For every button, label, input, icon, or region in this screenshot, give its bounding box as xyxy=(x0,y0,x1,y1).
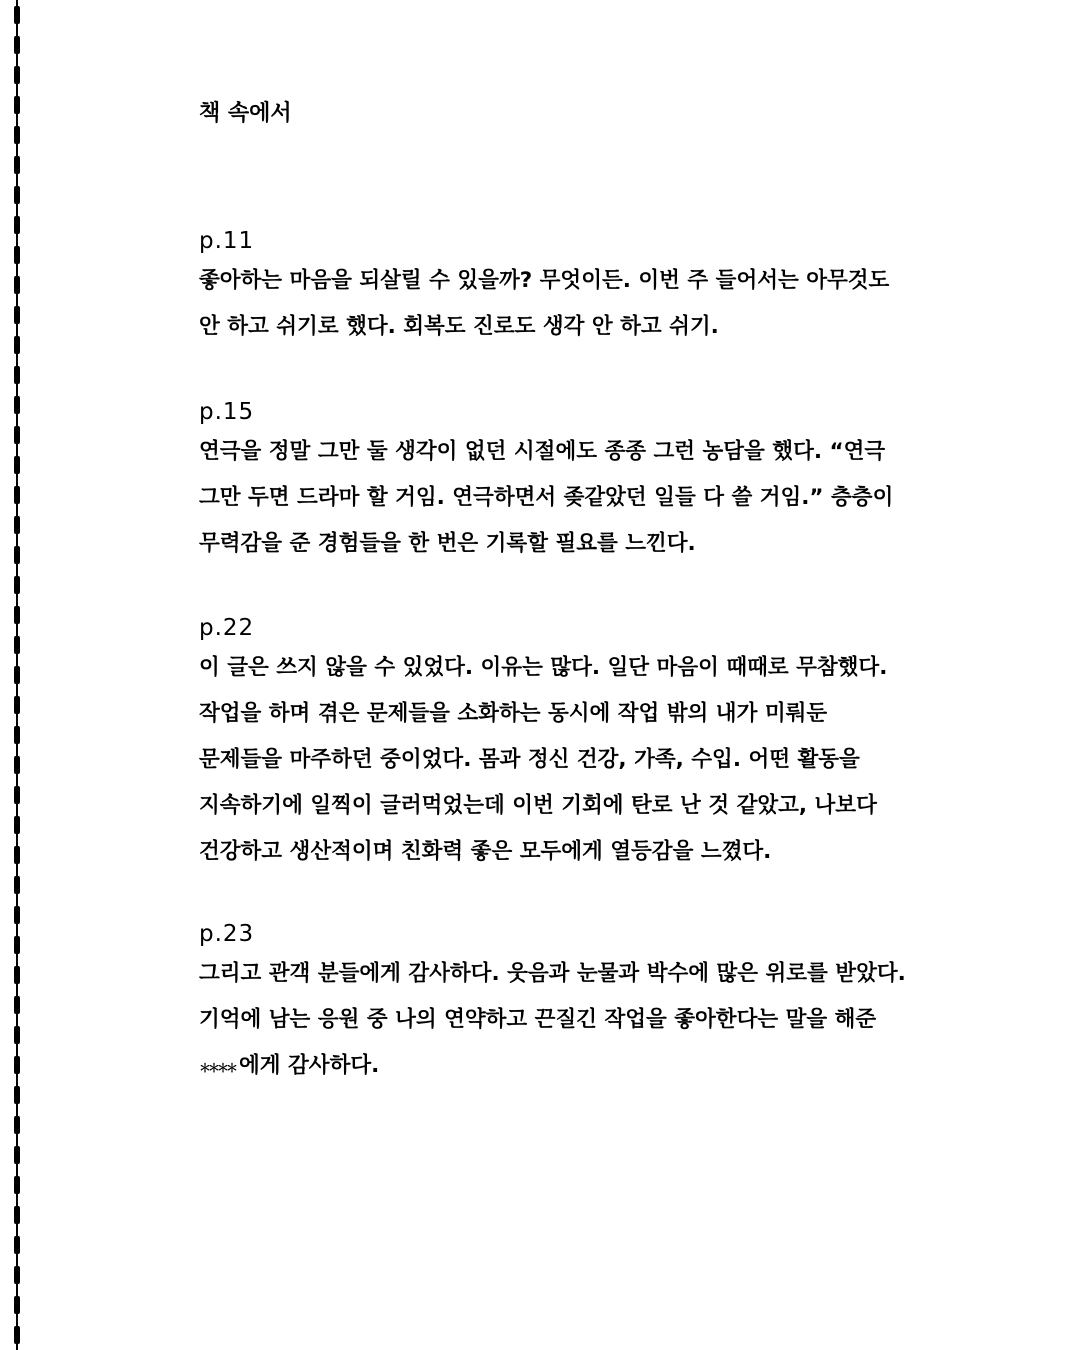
excerpt-section xyxy=(199,395,999,567)
binding-ring xyxy=(14,546,20,564)
binding-ring xyxy=(14,1176,20,1194)
excerpt-line: 문제들을 마주하던 중이었다. 몸과 정신 건강, 가족, 수입. 어떤 활동을 xyxy=(199,747,860,772)
binding-ring xyxy=(14,1086,20,1104)
binding-ring xyxy=(14,1026,20,1044)
binding-ring xyxy=(14,36,20,54)
binding-ring xyxy=(14,696,20,714)
page-number: p.15 xyxy=(199,399,255,425)
binding-ring xyxy=(14,486,20,504)
binding-ring xyxy=(14,666,20,684)
excerpt-section xyxy=(199,917,999,1089)
binding-ring xyxy=(14,246,20,264)
binding-ring xyxy=(14,966,20,984)
book-excerpt-page xyxy=(199,96,999,1078)
binding-ring xyxy=(14,726,20,744)
page-number: p.22 xyxy=(199,615,255,641)
binding-ring xyxy=(14,1266,20,1284)
binding-ring xyxy=(14,606,20,624)
excerpt-section xyxy=(199,224,999,350)
binding-ring xyxy=(14,846,20,864)
excerpt-line: 그리고 관객 분들에게 감사하다. 웃음과 눈물과 박수에 많은 위로를 받았다. xyxy=(199,961,906,986)
binding-ring xyxy=(14,6,20,24)
excerpt-line: 연극을 정말 그만 둘 생각이 없던 시절에도 종종 그런 농담을 했다. “연극 xyxy=(199,439,886,464)
binding-ring xyxy=(14,906,20,924)
binding-ring xyxy=(14,876,20,894)
binding-ring xyxy=(14,186,20,204)
binding-ring xyxy=(14,576,20,594)
binding-ring xyxy=(14,336,20,354)
binding-ring xyxy=(14,426,20,444)
binding-ring xyxy=(14,306,20,324)
excerpt-section xyxy=(199,611,999,875)
excerpt-line: 좋아하는 마음을 되살릴 수 있을까? 무엇이든. 이번 주 들어서는 아무것도 xyxy=(199,268,890,293)
excerpt-line: 기억에 남는 응원 중 나의 연약하고 끈질긴 작업을 좋아한다는 말을 해준 xyxy=(199,1007,877,1032)
binding-ring xyxy=(14,1146,20,1164)
masked-name: ＊＊＊＊ xyxy=(199,1061,236,1075)
spiral-binding xyxy=(0,0,40,1350)
binding-ring xyxy=(14,126,20,144)
page-number: p.23 xyxy=(199,921,255,947)
binding-ring xyxy=(14,396,20,414)
binding-ring xyxy=(14,1296,20,1314)
excerpt-line: 이 글은 쓰지 않을 수 있었다. 이유는 많다. 일단 마음이 때때로 무참했다. xyxy=(199,655,888,680)
excerpt-line-tail: 에게 감사하다. xyxy=(239,1053,380,1078)
binding-ring xyxy=(14,516,20,534)
binding-ring xyxy=(14,276,20,294)
excerpt-line: 건강하고 생산적이며 친화력 좋은 모두에게 열등감을 느꼈다. xyxy=(199,839,772,864)
binding-ring xyxy=(14,756,20,774)
binding-ring xyxy=(14,786,20,804)
binding-ring xyxy=(14,216,20,234)
excerpt-line: 작업을 하며 겪은 문제들을 소화하는 동시에 작업 밖의 내가 미뤄둔 xyxy=(199,701,828,726)
binding-ring xyxy=(14,1116,20,1134)
binding-ring xyxy=(14,1206,20,1224)
binding-ring xyxy=(14,1236,20,1254)
binding-ring xyxy=(14,96,20,114)
page-title: 책 속에서 xyxy=(199,101,292,126)
binding-ring xyxy=(14,1326,20,1344)
binding-ring xyxy=(14,636,20,654)
binding-ring xyxy=(14,996,20,1014)
excerpt-line xyxy=(199,1043,999,1089)
binding-ring xyxy=(14,936,20,954)
excerpt-line: 무력감을 준 경험들을 한 번은 기록할 필요를 느낀다. xyxy=(199,531,696,556)
binding-ring xyxy=(14,66,20,84)
binding-ring xyxy=(14,1056,20,1074)
page-number: p.11 xyxy=(199,228,255,254)
excerpt-line: 그만 두면 드라마 할 거임. 연극하면서 좆같았던 일들 다 쓸 거임.” 층층이 xyxy=(199,485,894,510)
binding-ring xyxy=(14,816,20,834)
binding-ring xyxy=(14,156,20,174)
excerpt-line: 안 하고 쉬기로 했다. 회복도 진로도 생각 안 하고 쉬기. xyxy=(199,314,719,339)
binding-ring xyxy=(14,456,20,474)
excerpt-line: 지속하기에 일찍이 글러먹었는데 이번 기회에 탄로 난 것 같았고, 나보다 xyxy=(199,793,877,818)
binding-ring xyxy=(14,366,20,384)
